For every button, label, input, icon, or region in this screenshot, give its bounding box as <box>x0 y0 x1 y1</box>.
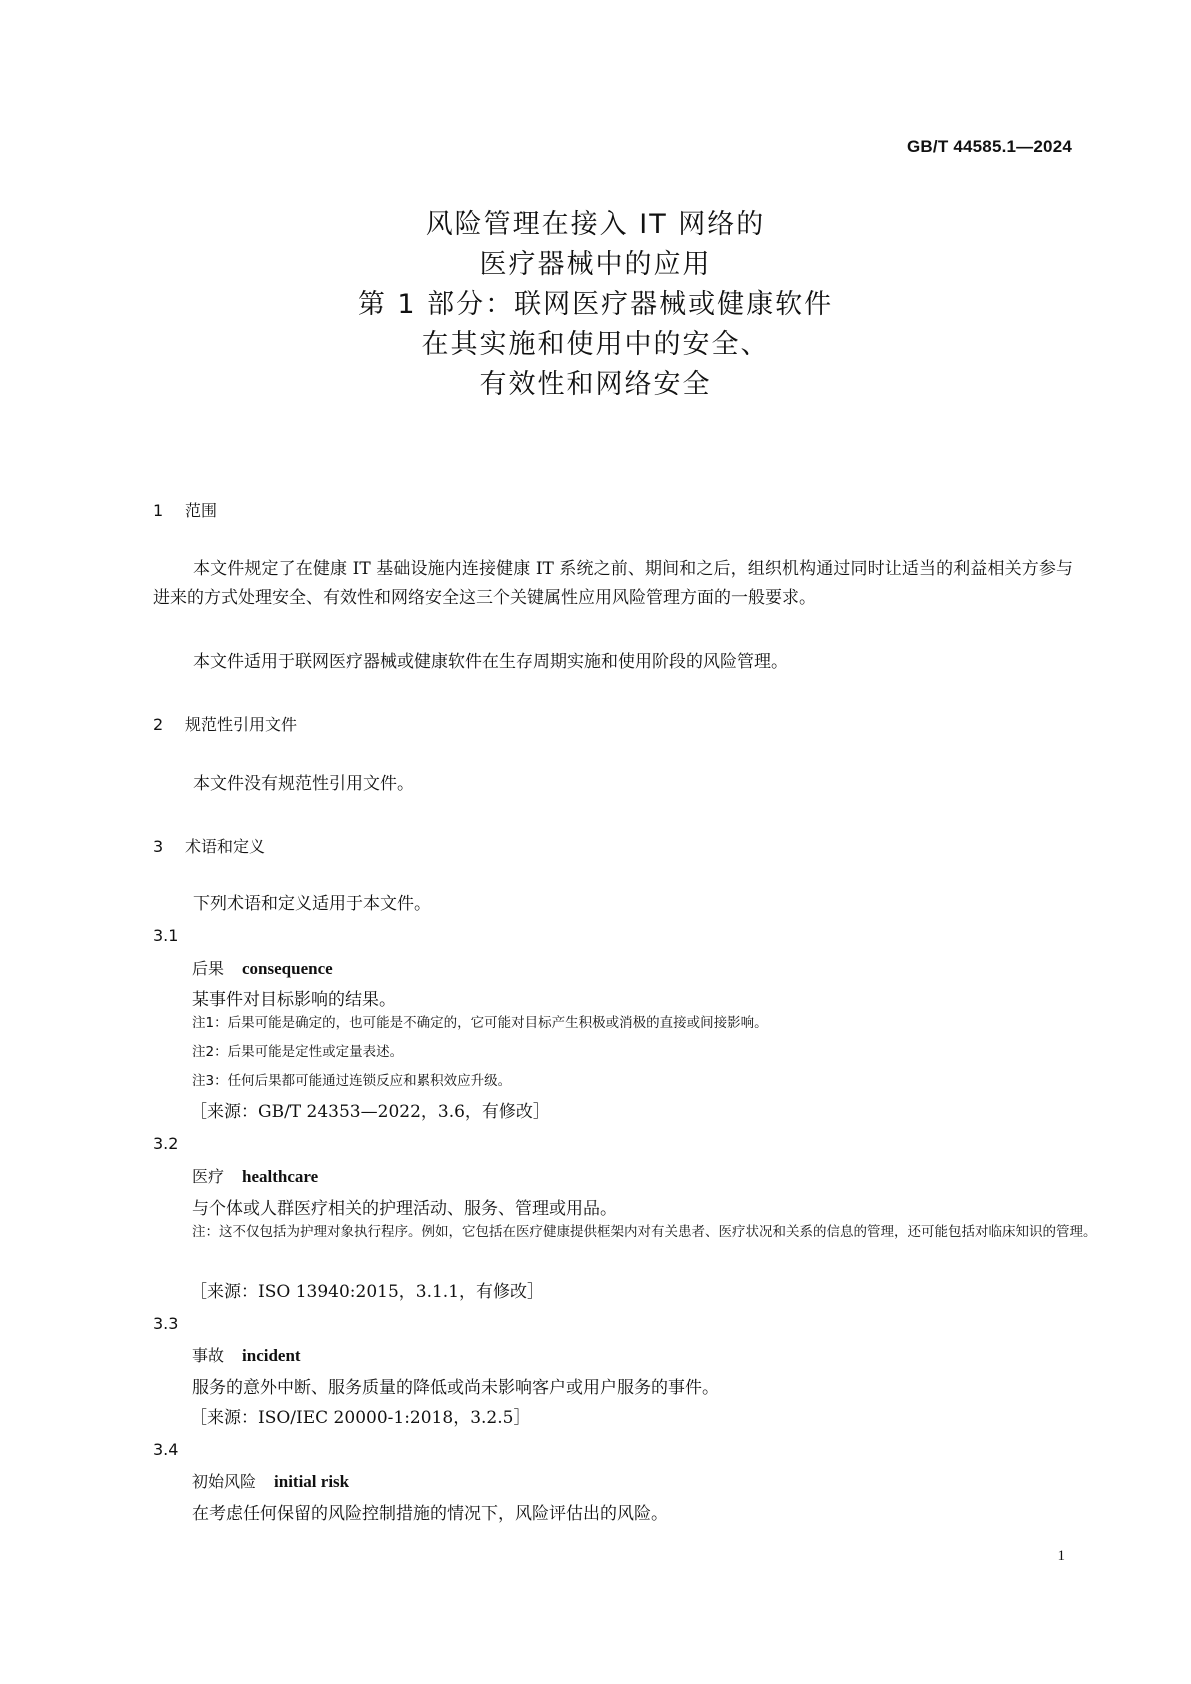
term-en: incident <box>242 1346 301 1365</box>
title-line: 有效性和网络安全 <box>479 369 712 400</box>
term-definition: 与个体或人群医疗相关的护理活动、服务、管理或用品。 <box>192 1199 617 1219</box>
term-note <box>192 1068 1072 1094</box>
note-label: 注1： <box>192 1015 228 1031</box>
term-source: ［来源：ISO 13940:2015，3.1.1，有修改］ <box>190 1282 545 1302</box>
term-number: 3.2 <box>153 1134 179 1153</box>
title-line: 在其实施和使用中的安全、 <box>421 329 770 360</box>
section-title: 规范性引用文件 <box>185 715 298 734</box>
document-title <box>0 205 1191 405</box>
term-en: healthcare <box>242 1167 319 1186</box>
term-number: 3.4 <box>153 1440 179 1459</box>
note-text: 任何后果都可能通过连锁反应和累积效应升级。 <box>227 1073 512 1089</box>
section-heading-normative-references <box>153 712 297 735</box>
term-definition: 服务的意外中断、服务质量的降低或尚未影响客户或用户服务的事件。 <box>192 1378 719 1398</box>
term-number: 3.1 <box>153 926 179 945</box>
term-note <box>192 1010 1072 1036</box>
term-zh: 后果 <box>192 959 225 978</box>
term-definition: 在考虑任何保留的风险控制措施的情况下，风险评估出的风险。 <box>192 1504 668 1524</box>
scope-paragraph-1: 本文件规定了在健康 IT 基础设施内连接健康 IT 系统之前、期间和之后，组织机构通过同时让适当的利益相关方参与进来的方式处理安全、有效性和网络安全这三个关键属性应用风险管理方面的一般要求。 <box>153 559 1073 608</box>
title-line: 第 1 部分：联网医疗器械或健康软件 <box>357 289 834 320</box>
term-heading <box>192 956 333 979</box>
term-number: 3.3 <box>153 1314 179 1333</box>
normative-references-paragraph: 本文件没有规范性引用文件。 <box>193 774 414 794</box>
note-text: 这不仅包括为护理对象执行程序。例如，它包括在医疗健康提供框架内对有关患者、医疗状况和关系的信息的管理，还可能包括对临床知识的管理。 <box>219 1224 1097 1240</box>
standard-number: GB/T 44585.1—2024 <box>907 137 1072 156</box>
term-source: ［来源：GB/T 24353—2022，3.6，有修改］ <box>190 1102 550 1122</box>
note-label: 注2： <box>192 1044 228 1060</box>
note-label: 注3： <box>192 1073 228 1089</box>
section-title: 术语和定义 <box>185 837 266 856</box>
section-number: 2 <box>153 715 164 734</box>
term-zh: 事故 <box>192 1346 225 1365</box>
note-text: 后果可能是确定的，也可能是不确定的，它可能对目标产生积极或消极的直接或间接影响。 <box>227 1015 768 1031</box>
term-zh: 初始风险 <box>192 1472 257 1491</box>
section-heading-terms <box>153 834 265 857</box>
term-en: initial risk <box>274 1472 350 1491</box>
section-number: 3 <box>153 837 164 856</box>
term-heading <box>192 1164 318 1187</box>
scope-paragraph-2: 本文件适用于联网医疗器械或健康软件在生存周期实施和使用阶段的风险管理。 <box>193 652 788 672</box>
term-source: ［来源：ISO/IEC 20000-1:2018，3.2.5］ <box>190 1408 531 1428</box>
section-number: 1 <box>153 501 164 520</box>
term-note <box>192 1039 1072 1065</box>
section-heading-scope <box>153 498 217 521</box>
term-en: consequence <box>242 959 333 978</box>
terms-intro: 下列术语和定义适用于本文件。 <box>193 894 431 914</box>
section-title: 范围 <box>185 501 218 520</box>
term-zh: 医疗 <box>192 1167 225 1186</box>
term-heading <box>192 1343 301 1366</box>
page-number: 1 <box>1057 1548 1065 1564</box>
term-note <box>192 1219 1106 1245</box>
title-line: 风险管理在接入 IT 网络的 <box>425 209 766 240</box>
term-heading <box>192 1469 349 1492</box>
note-text: 后果可能是定性或定量表述。 <box>227 1044 404 1060</box>
note-label: 注： <box>192 1224 219 1240</box>
term-definition: 某事件对目标影响的结果。 <box>192 990 396 1010</box>
title-line: 医疗器械中的应用 <box>479 249 712 280</box>
